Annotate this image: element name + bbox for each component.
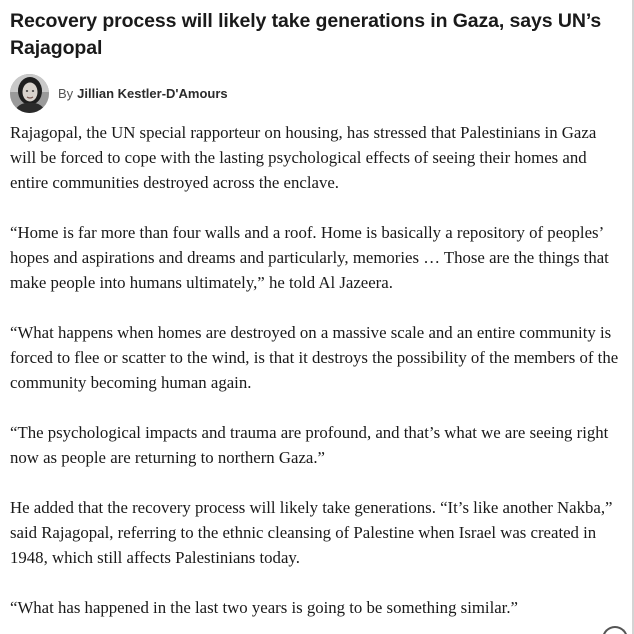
byline-prefix: By [58,85,74,101]
paragraph-2: “Home is far more than four walls and a roof. Home is basically a repository of peoples’ hopes and aspirations and dreams and particularly, memories … Those are the things that make people into humans ultimately,” he told Al Jazeera. [10,223,609,292]
paragraph-4: “The psychological impacts and trauma are profound, and that’s what we are seeing right now as people are returning to northern Gaza.” [10,423,609,467]
article-headline: Recovery process will likely take generations in Gaza, says UN’s Rajagopal [10,10,602,59]
paragraph-3: “What happens when homes are destroyed on a massive scale and an entire community is forced to flee or scatter to the wind, is that it destroys the possibility of the members of the community becoming human again. [10,323,619,392]
paragraph-5: He added that the recovery process will likely take generations. “It’s like another Nakba,” said Rajagopal, referring to the ethnic cleansing of Palestine when Israel was created in 1948, which still affects Palestinians today. [10,498,613,567]
article-body [10,120,622,620]
live-update-article [10,8,622,634]
byline [10,72,622,114]
paragraph-1: Rajagopal, the UN special rapporteur on housing, has stressed that Palestinians in Gaza will be forced to cope with the lasting psychological effects of seeing their homes and entire communities destroyed across the enclave. [10,123,597,192]
paragraph-6: “What has happened in the last two years is going to be something similar.” [10,598,518,617]
author-name-link[interactable]: Jillian Kestler-D'Amours [77,85,228,101]
author-photo-icon [10,74,49,113]
author-avatar[interactable] [10,74,49,113]
byline-text [58,86,228,101]
